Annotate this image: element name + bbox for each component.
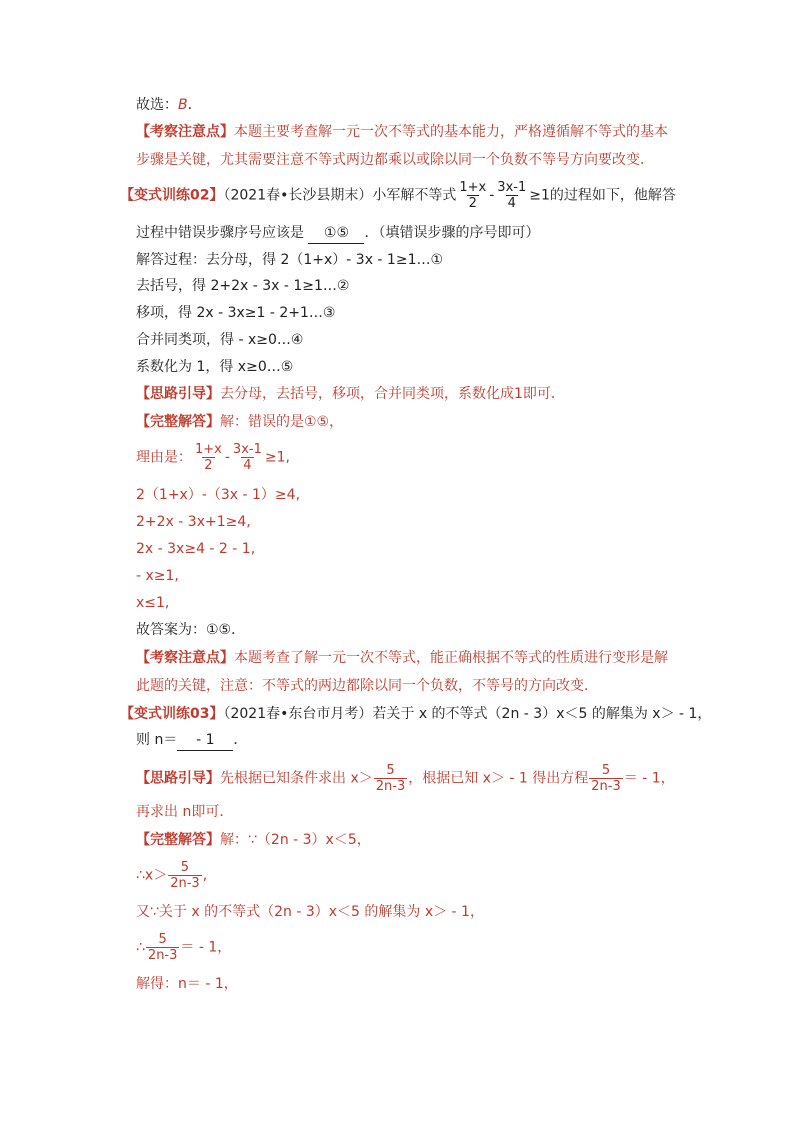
solution-03: 【完整解答】解：∵（2n - 3）x＜5， — [136, 832, 371, 848]
work-1: 2（1+x）-（3x - 1）≥4, — [136, 487, 301, 503]
answer-line: 故选：B. — [136, 97, 193, 113]
answer-blank: - 1 — [177, 730, 233, 751]
sol-step-1: ∴x＞ $\frac{5}{2n-3}$ , — [136, 860, 208, 891]
sol-step-3: ∴ $\frac{5}{2n-3}$ ＝ - 1， — [136, 932, 232, 963]
hint-02: 【思路引导】去分母，去括号，移项，合并同类项，系数化成1即可． — [136, 386, 565, 402]
final-answer: 故答案为：①⑤． — [136, 622, 246, 638]
note-1-cont: 步骤是关键，尤其需要注意不等式两边都乘以或除以同一个负数不等号方向要改变． — [136, 152, 654, 168]
exercise-03-header: 【变式训练03】（2021春•东台市月考）若关于 x 的不等式（2n - 3）x＜5 的解集为 x＞ - 1， — [120, 706, 712, 722]
step-2: 去括号，得 2+2x - 3x - 1≥1…② — [136, 278, 350, 294]
fraction: $\frac{5}{2n-3}$ — [170, 860, 200, 891]
reason-line: 理由是： $\frac{1+x}{2}$ - $\frac{3x-1}{4}$ ≥1, — [136, 442, 290, 473]
step-4: 合并同类项，得 - x≥0…④ — [136, 332, 304, 348]
step-1: 解答过程：去分母，得 2（1+x）- 3x - 1≥1…① — [136, 252, 444, 268]
solution-02: 【完整解答】解：错误的是①⑤， — [136, 414, 344, 430]
fraction: $\frac{3x-1}{4}$ — [497, 180, 527, 211]
fraction: $\frac{1+x}{2}$ — [459, 180, 487, 211]
note-2: 【考察注意点】本题考查了解一元一次不等式，能正确根据不等式的性质进行变形是解 — [136, 650, 668, 666]
exercise-03-line2: 则 n＝ - 1 ． — [136, 730, 247, 751]
fraction: $\frac{3x-1}{4}$ — [232, 442, 262, 473]
hint-03-cont: 再求出 n即可． — [136, 804, 234, 820]
exercise-02-line2: 过程中错误步骤序号应该是 ①⑤ ．（填错误步骤的序号即可） — [136, 223, 539, 244]
fraction: $\frac{5}{2n-3}$ — [591, 763, 621, 794]
sol-step-4: 解得：n＝ - 1， — [136, 976, 238, 992]
work-2: 2+2x - 3x+1≥4, — [136, 514, 251, 530]
work-5: x≤1, — [136, 595, 170, 611]
fraction: $\frac{5}{2n-3}$ — [147, 932, 178, 963]
exercise-02-header: 【变式训练02】（2021春•长沙县期末）小军解不等式 $\frac{1+x}{2}$ - $\frac{3x-1}{4}$ ≥1的过程如下，他解答 — [120, 180, 676, 211]
note-2-cont: 此题的关键，注意：不等式的两边都除以同一个负数，不等号的方向改变． — [136, 678, 598, 694]
work-3: 2x - 3x≥4 - 2 - 1, — [136, 541, 256, 557]
note-1: 【考察注意点】本题主要考查解一元一次不等式的基本能力，严格遵循解不等式的基本 — [136, 124, 668, 140]
sol-step-2: 又∵关于 x 的不等式（2n - 3）x＜5 的解集为 x＞ - 1， — [136, 904, 484, 920]
answer-blank: ①⑤ — [308, 223, 364, 244]
fraction: $\frac{1+x}{2}$ — [195, 442, 222, 473]
hint-03: 【思路引导】先根据已知条件求出 x＞ $\frac{5}{2n-3}$ ，根据已知 x＞ - 1 得出方程 $\frac{5}{2n-3}$ ＝ - 1， — [136, 763, 675, 794]
step-5: 系数化为 1，得 x≥0…⑤ — [136, 359, 294, 375]
fraction: $\frac{5}{2n-3}$ — [375, 763, 406, 794]
step-3: 移项，得 2x - 3x≥1 - 2+1…③ — [136, 305, 336, 321]
work-4: - x≥1, — [136, 568, 179, 584]
